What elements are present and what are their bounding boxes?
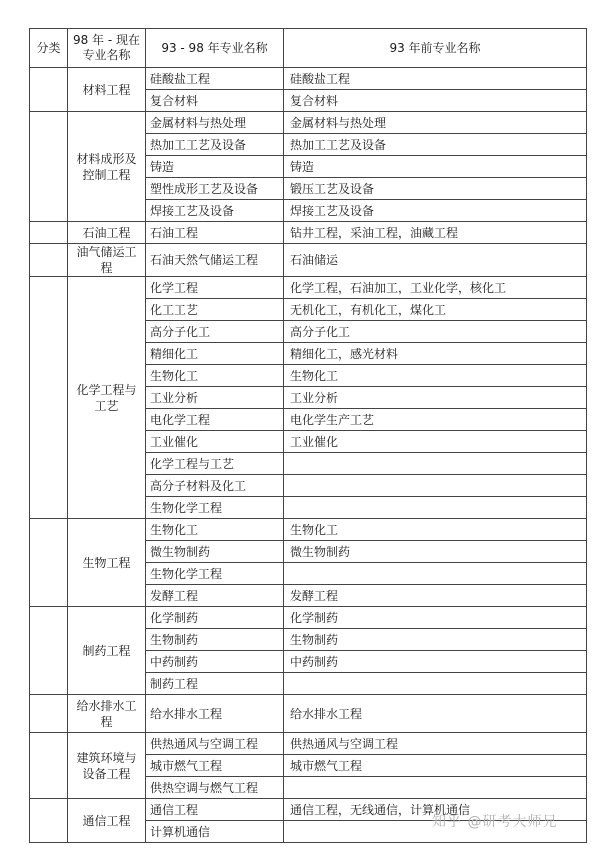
- zhihu-watermark: 知乎 @研考大师兄: [432, 814, 558, 830]
- empty-category-cell: [30, 68, 68, 112]
- major-pre-93-cell: 无机化工，有机化工，煤化工: [284, 299, 587, 321]
- empty-category-cell: [30, 733, 68, 799]
- header-major-93-98: 93 - 98 年专业名称: [146, 29, 284, 68]
- major-pre-93-cell: 发酵工程: [284, 585, 587, 607]
- table-row: [30, 607, 587, 629]
- major-pre-93-cell: 化学制药: [284, 607, 587, 629]
- major-93-98-cell: 工业催化: [146, 431, 284, 453]
- empty-category-cell: [30, 695, 68, 733]
- major-93-98-cell: 供热通风与空调工程: [146, 733, 284, 755]
- empty-category-cell: [30, 222, 68, 244]
- major-pre-93-cell: 复合材料: [284, 90, 587, 112]
- major-pre-93-cell: 精细化工，感光材料: [284, 343, 587, 365]
- major-pre-93-cell: 城市燃气工程: [284, 755, 587, 777]
- category-cell: 材料成形及控制工程: [68, 112, 146, 222]
- major-pre-93-cell: 工业分析: [284, 387, 587, 409]
- major-93-98-cell: 生物制药: [146, 629, 284, 651]
- major-pre-93-cell: [284, 497, 587, 519]
- major-pre-93-cell: 硅酸盐工程: [284, 68, 587, 90]
- category-cell: 制药工程: [68, 607, 146, 695]
- header-major-pre-93: 93 年前专业名称: [284, 29, 587, 68]
- empty-category-cell: [30, 607, 68, 695]
- major-pre-93-cell: 锻压工艺及设备: [284, 178, 587, 200]
- major-93-98-cell: 硅酸盐工程: [146, 68, 284, 90]
- major-93-98-cell: 焊接工艺及设备: [146, 200, 284, 222]
- header-category: 分类: [30, 29, 68, 68]
- major-pre-93-cell: 高分子化工: [284, 321, 587, 343]
- category-cell: 油气储运工程: [68, 244, 146, 277]
- major-93-98-cell: 石油天然气储运工程: [146, 244, 284, 277]
- category-cell: 给水排水工程: [68, 695, 146, 733]
- major-93-98-cell: 化学工程: [146, 277, 284, 299]
- major-pre-93-cell: 中药制药: [284, 651, 587, 673]
- category-cell: 通信工程: [68, 799, 146, 843]
- major-93-98-cell: 铸造: [146, 156, 284, 178]
- category-cell: 生物工程: [68, 519, 146, 607]
- major-93-98-cell: 微生物制药: [146, 541, 284, 563]
- category-cell: 石油工程: [68, 222, 146, 244]
- table-row: [30, 519, 587, 541]
- major-pre-93-cell: 铸造: [284, 156, 587, 178]
- major-pre-93-cell: 热加工工艺及设备: [284, 134, 587, 156]
- major-93-98-cell: 化工工艺: [146, 299, 284, 321]
- major-pre-93-cell: 生物化工: [284, 519, 587, 541]
- major-pre-93-cell: 石油储运: [284, 244, 587, 277]
- table-header-row: [30, 29, 587, 68]
- table-row: [30, 733, 587, 755]
- category-cell: 建筑环境与设备工程: [68, 733, 146, 799]
- major-pre-93-cell: 钻井工程，采油工程，油藏工程: [284, 222, 587, 244]
- table-row: [30, 695, 587, 733]
- major-93-98-cell: 塑性成形工艺及设备: [146, 178, 284, 200]
- major-93-98-cell: 化学制药: [146, 607, 284, 629]
- major-93-98-cell: 制药工程: [146, 673, 284, 695]
- major-93-98-cell: 电化学工程: [146, 409, 284, 431]
- empty-category-cell: [30, 277, 68, 519]
- major-93-98-cell: 生物化工: [146, 519, 284, 541]
- major-pre-93-cell: [284, 777, 587, 799]
- category-cell: 材料工程: [68, 68, 146, 112]
- major-pre-93-cell: 化学工程，石油加工，工业化学，核化工: [284, 277, 587, 299]
- major-pre-93-cell: 电化学生产工艺: [284, 409, 587, 431]
- table-row: [30, 244, 587, 277]
- major-93-98-cell: 生物化学工程: [146, 563, 284, 585]
- empty-category-cell: [30, 519, 68, 607]
- major-pre-93-cell: 金属材料与热处理: [284, 112, 587, 134]
- major-93-98-cell: 高分子化工: [146, 321, 284, 343]
- table-body: [30, 68, 587, 843]
- major-93-98-cell: 精细化工: [146, 343, 284, 365]
- major-comparison-table-wrapper: [29, 28, 586, 843]
- major-pre-93-cell: 供热通风与空调工程: [284, 733, 587, 755]
- major-pre-93-cell: 生物制药: [284, 629, 587, 651]
- major-93-98-cell: 计算机通信: [146, 821, 284, 843]
- major-93-98-cell: 复合材料: [146, 90, 284, 112]
- major-93-98-cell: 城市燃气工程: [146, 755, 284, 777]
- major-93-98-cell: 石油工程: [146, 222, 284, 244]
- table-row: [30, 277, 587, 299]
- major-pre-93-cell: 给水排水工程: [284, 695, 587, 733]
- major-93-98-cell: 给水排水工程: [146, 695, 284, 733]
- major-pre-93-cell: 焊接工艺及设备: [284, 200, 587, 222]
- header-major-98-now: 98 年 - 现在 专业名称: [68, 29, 146, 68]
- table-row: [30, 222, 587, 244]
- major-93-98-cell: 发酵工程: [146, 585, 284, 607]
- table-row: [30, 112, 587, 134]
- major-comparison-table: [29, 28, 587, 843]
- empty-category-cell: [30, 799, 68, 843]
- major-pre-93-cell: 生物化工: [284, 365, 587, 387]
- major-93-98-cell: 化学工程与工艺: [146, 453, 284, 475]
- table-row: [30, 68, 587, 90]
- major-93-98-cell: 金属材料与热处理: [146, 112, 284, 134]
- major-93-98-cell: 中药制药: [146, 651, 284, 673]
- empty-category-cell: [30, 244, 68, 277]
- major-93-98-cell: 生物化工: [146, 365, 284, 387]
- major-93-98-cell: 供热空调与燃气工程: [146, 777, 284, 799]
- major-pre-93-cell: [284, 453, 587, 475]
- major-93-98-cell: 热加工工艺及设备: [146, 134, 284, 156]
- major-pre-93-cell: [284, 563, 587, 585]
- major-pre-93-cell: 工业催化: [284, 431, 587, 453]
- major-93-98-cell: 高分子材料及化工: [146, 475, 284, 497]
- major-93-98-cell: 通信工程: [146, 799, 284, 821]
- major-pre-93-cell: [284, 673, 587, 695]
- major-93-98-cell: 工业分析: [146, 387, 284, 409]
- major-pre-93-cell: [284, 475, 587, 497]
- empty-category-cell: [30, 112, 68, 222]
- major-pre-93-cell: 微生物制药: [284, 541, 587, 563]
- major-93-98-cell: 生物化学工程: [146, 497, 284, 519]
- category-cell: 化学工程与工艺: [68, 277, 146, 519]
- major-pre-93-cell: 通信工程，无线通信，计算机通信: [284, 799, 587, 821]
